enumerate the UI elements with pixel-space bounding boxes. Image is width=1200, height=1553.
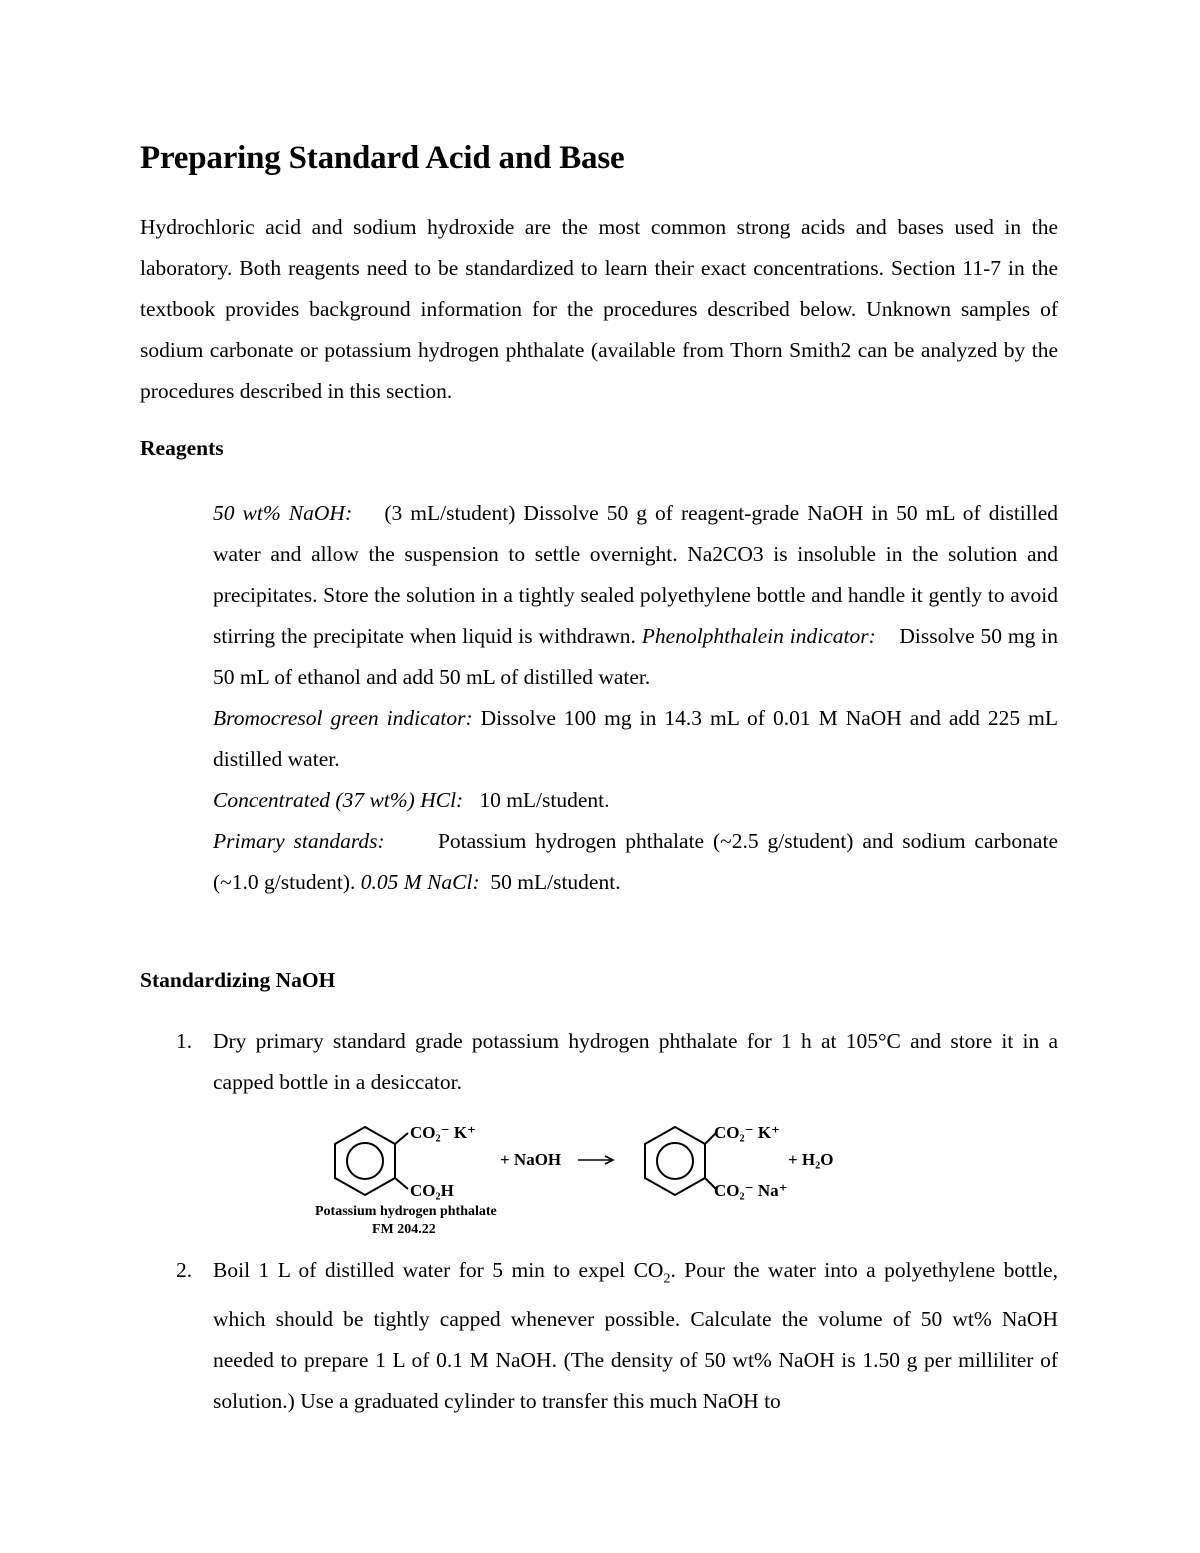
step-2-text-a: Boil 1 L of distilled water for 5 min to expel CO bbox=[213, 1258, 664, 1282]
step-1-text: Dry primary standard grade potassium hydrogen phthalate for 1 h at 105°C and store it in a capped bottle in a desiccator. bbox=[213, 1029, 1058, 1094]
reagent-nacl-text: 50 mL/student. bbox=[490, 870, 621, 894]
reagent-primary-label: Primary standards: bbox=[213, 829, 385, 853]
product-benzene-ring bbox=[645, 1127, 716, 1195]
intro-paragraph: Hydrochloric acid and sodium hydroxide are the most common strong acids and bases used in the laboratory. Both reagents need to be standardized to learn their exact concentrations. Section 11-7 in the textbook provides background information for the procedures described below. Unknown samples of sodium carbonate or potassium hydrogen phthalate (available from Thorn Smith2 can be analyzed by the procedures described in this section. bbox=[140, 215, 1058, 403]
reagents-list bbox=[213, 493, 1058, 903]
reagent-phen-label: Phenolphthalein indicator: bbox=[641, 624, 876, 648]
step-2-text-b: . Pour the water into a polyethylene bottle, which should be tightly capped whenever possible. Calculate the volume of 50 wt% NaOH needed to prepare 1 L of 0.1 M NaOH. (The density of 50 wt% NaOH is 1.50 g per milliliter of solution.) Use a graduated cylinder to transfer this much NaOH to bbox=[213, 1258, 1058, 1414]
page-title: Preparing Standard Acid and Base bbox=[140, 140, 625, 176]
step-1 bbox=[140, 1021, 1058, 1103]
reagent-naoh bbox=[213, 493, 1058, 698]
reagents-heading: Reagents bbox=[140, 436, 224, 460]
reactant-bottom-group: CO₂H bbox=[410, 1181, 454, 1200]
reactant-fm-label: FM 204.22 bbox=[372, 1222, 436, 1237]
reagent-nacl-label: 0.05 M NaCl: bbox=[360, 870, 480, 894]
step-2-subscript: 2 bbox=[663, 1271, 671, 1287]
step-2-text bbox=[213, 1250, 1058, 1422]
reactant-name-label: Potassium hydrogen phthalate bbox=[315, 1204, 497, 1219]
reagent-naoh-label: 50 wt% NaOH: bbox=[213, 501, 353, 525]
reagent-primary-text: Potassium hydrogen phthalate (~2.5 g/student) and sodium carbonate (~1.0 g/student). bbox=[213, 829, 1058, 894]
reagent-bromo bbox=[213, 698, 1058, 780]
product-bottom-group: CO₂⁻ Na⁺ bbox=[714, 1181, 788, 1200]
reactant-benzene-ring bbox=[335, 1127, 408, 1195]
reagent-hcl-label: Concentrated (37 wt%) HCl: bbox=[213, 788, 464, 812]
reagent-hcl-text: 10 mL/student. bbox=[479, 788, 610, 812]
reagent-hcl bbox=[213, 780, 1058, 821]
step-1-number: 1. bbox=[176, 1029, 193, 1053]
reaction-plus-naoh: + NaOH bbox=[500, 1150, 562, 1169]
reagent-primary bbox=[213, 821, 1058, 903]
reagent-naoh-text: (3 mL/student) Dissolve 50 g of reagent-grade NaOH in 50 mL of distilled water and allow the suspension to settle overnight. Na2CO3 is insoluble in the solution and precipitates. Store the solution in a tightly sealed polyethylene bottle and handle it gently to avoid stirring the precipitate when liquid is withdrawn. bbox=[213, 501, 1059, 648]
standardizing-heading: Standardizing NaOH bbox=[140, 968, 336, 992]
reagent-bromo-text: Dissolve 100 mg in 14.3 mL of 0.01 M NaOH and add 225 mL distilled water. bbox=[213, 706, 1058, 771]
reagent-phen-text: Dissolve 50 mg in 50 mL of ethanol and add 50 mL of distilled water. bbox=[213, 624, 1059, 689]
reaction-plus-water: + H₂O bbox=[788, 1150, 834, 1169]
step-2-number: 2. bbox=[176, 1258, 193, 1282]
step-2 bbox=[140, 1250, 1058, 1422]
product-top-group: CO₂⁻ K⁺ bbox=[714, 1123, 781, 1142]
reagent-bromo-label: Bromocresol green indicator: bbox=[213, 706, 473, 730]
reaction-arrow bbox=[578, 1156, 613, 1164]
reactant-top-group: CO₂⁻ K⁺ bbox=[410, 1123, 477, 1142]
reaction-diagram bbox=[310, 1115, 870, 1240]
